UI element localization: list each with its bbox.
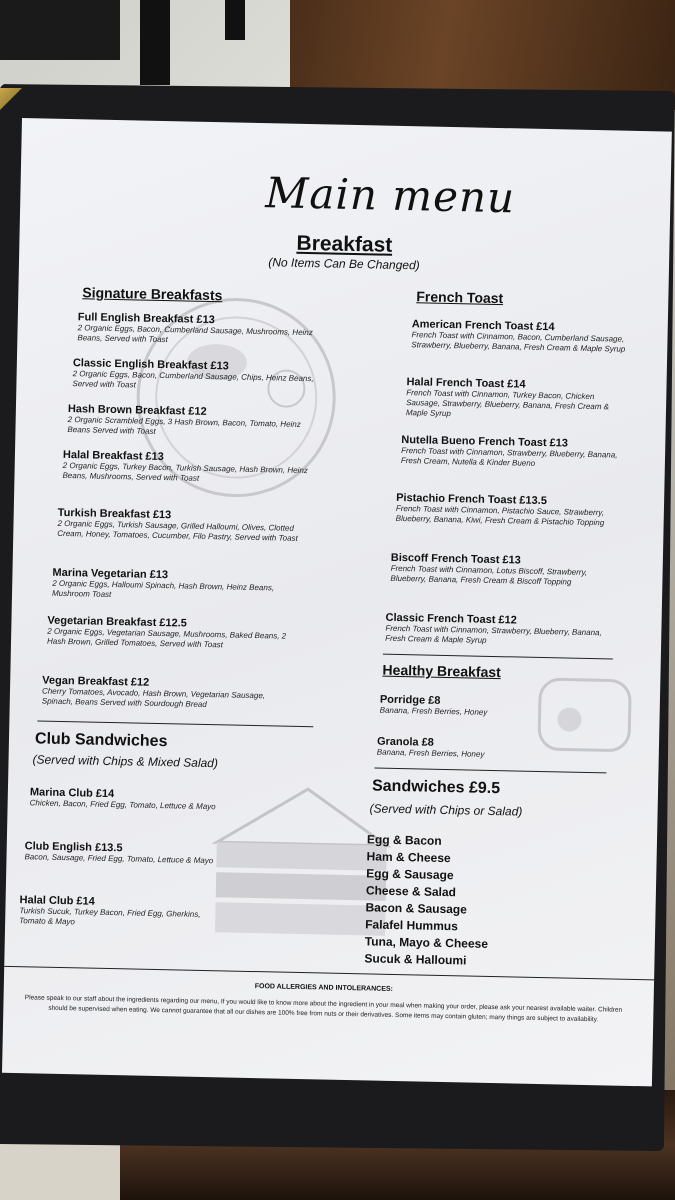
item-name: Full English Breakfast £13 [77,311,215,327]
menu-item [42,675,293,712]
item-name: Club English £13.5 [24,840,123,855]
item-desc: French Toast with Cinnamon, Bacon, Cumberland Sausage, Strawberry, Blueberry, Banana, Fresh Cream & Maple Syrup [411,330,626,354]
no-changes-note: (No Items Can Be Changed) [268,255,420,273]
item-name: Biscoff French Toast £13 [390,551,521,567]
club-sandwiches-sub: (Served with Chips & Mixed Salad) [32,752,219,771]
allergy-notice [23,978,624,1026]
item-desc: 2 Organic Eggs, Turkish Sausage, Grilled Halloumi, Olives, Clotted Cream, Honey, Tomatoes, Cucumber, Filo Pastry, Served with Toast [57,518,298,543]
item-desc: Banana, Fresh Berries, Honey [376,747,485,759]
item-desc: French Toast with Cinnamon, Strawberry, Blueberry, Banana, Fresh Cream & Maple Syrup [385,623,602,645]
menu-item [406,376,627,423]
item-name: Classic French Toast £12 [385,611,517,627]
item-desc: Bacon, Sausage, Fried Egg, Tomato, Lettuce & Mayo [24,852,214,866]
french-toast-heading: French Toast [416,288,504,307]
sandwich-item: Falafel Hummus [365,917,459,934]
toast-sketch [528,669,640,771]
item-name: Marina Club £14 [29,786,115,801]
sandwich-item: Ham & Cheese [366,849,451,866]
sandwiches-heading: Sandwiches £9.5 [371,777,501,798]
chair-silhouette [0,0,270,90]
menu-item [385,612,606,649]
item-desc: French Toast with Cinnamon, Strawberry, Blueberry, Banana, Fresh Cream, Nutella & Kinder Bueno [400,446,618,468]
sandwiches-sub: (Served with Chips or Salad) [369,801,523,819]
item-desc: 2 Organic Eggs, Bacon, Cumberland Sausage, Chips, Heinz Beans, Served with Toast [72,369,314,390]
item-desc: 2 Organic Eggs, Turkey Bacon, Turkish Sausage, Hash Brown, Heinz Beans, Mushrooms, Served with Toast [62,460,308,483]
menu-title: Main menu [264,168,516,223]
item-name: Halal French Toast £14 [406,376,526,391]
item-desc: Chicken, Bacon, Fried Egg, Tomato, Lettuce & Mayo [29,798,216,812]
item-desc: Turkish Sucuk, Turkey Bacon, Fried Egg, Gherkins, Tomato & Mayo [19,906,201,927]
item-name: Nutella Bueno French Toast £13 [401,434,569,450]
menu-item [390,552,611,589]
item-desc: 2 Organic Eggs, Vegetarian Sausage, Mushrooms, Baked Beans, 2 Hash Brown, Grilled Tomatoes, Served with Toast [46,626,287,650]
sandwich-item: Bacon & Sausage [365,900,468,917]
item-desc: 2 Organic Eggs, Bacon, Cumberland Sausage, Mushrooms, Heinz Beans, Served with Toast [77,323,313,345]
item-name: Classic English Breakfast £13 [72,357,229,373]
divider [37,720,313,727]
sandwich-item: Tuna, Mayo & Cheese [364,934,489,951]
allergy-text: Please speak to our staff about the ingredients regarding our menu, If you would like to know more about the ingredient in your meal when making your order, please ask your nearest available waiter. Children should be supervised when eating. We cannot guarantee that all our dishes are 100% free from nuts or their derivatives. Some items may contain gluten; many things are subject to availability. [24,994,623,1024]
menu-item [19,894,220,930]
breakfast-heading: Breakfast [296,231,393,257]
menu-item [77,311,328,348]
menu-item [401,434,622,471]
menu-item [396,492,617,529]
menu-item [67,403,318,440]
signature-breakfasts-heading: Signature Breakfasts [82,284,223,304]
item-name: Granola £8 [376,735,434,749]
menu-item [30,786,220,812]
item-name: American French Toast £14 [411,318,555,334]
item-name: Halal Club £14 [19,894,95,908]
sandwich-item: Cheese & Salad [365,883,457,900]
item-desc: French Toast with Cinnamon, Turkey Bacon, Chicken Sausage, Strawberry, Blueberry, Banana, Fresh Cream & Maple Syrup [405,388,610,419]
item-name: Halal Breakfast £13 [62,448,164,464]
healthy-breakfast-heading: Healthy Breakfast [382,661,501,681]
item-desc: French Toast with Cinnamon, Lotus Biscoff, Strawberry, Blueberry, Banana, Fresh Cream & Biscoff Topping [390,563,588,587]
item-desc: Banana, Fresh Berries, Honey [379,705,488,717]
menu-item [377,736,527,761]
sandwich-list [364,831,490,970]
club-sandwiches-heading: Club Sandwiches [34,730,168,751]
item-desc: 2 Organic Eggs, Halloumi Spinach, Hash Brown, Heinz Beans, Mushroom Toast [51,578,275,599]
menu-sheet [2,118,672,1086]
item-desc: Cherry Tomatoes, Avocado, Hash Brown, Vegetarian Sausage, Spinach, Beans Served with Sourdough Bread [41,686,266,709]
sandwich-item: Sucuk & Halloumi [364,951,467,968]
menu-item [57,507,308,544]
item-name: Hash Brown Breakfast £12 [67,403,207,418]
menu-item [47,615,298,652]
menu-item [52,567,303,604]
item-name: Marina Vegetarian £13 [52,566,169,582]
sandwich-item: Egg & Bacon [366,832,442,848]
menu-item [380,694,530,719]
menu-item [62,449,313,486]
item-name: Vegan Breakfast £12 [42,674,150,689]
menu-item [72,357,323,394]
menu-item [411,318,632,355]
footer-divider [4,966,654,981]
divider [383,654,613,660]
sandwich-item: Egg & Sausage [366,866,454,883]
allergy-heading: FOOD ALLERGIES AND INTOLERANCES: [254,983,393,993]
item-name: Turkish Breakfast £13 [57,506,172,522]
item-desc: French Toast with Cinnamon, Pistachio Sauce, Strawberry, Blueberry, Banana, Kiwi, Fresh Cream & Pistachio Topping [395,503,605,528]
item-name: Porridge £8 [379,693,441,707]
item-name: Pistachio French Toast £13.5 [396,491,548,508]
item-name: Vegetarian Breakfast £12.5 [47,614,187,630]
menu-item [24,840,214,866]
item-desc: 2 Organic Scrambled Eggs, 3 Hash Brown, Bacon, Tomato, Heinz Beans Served with Toast [67,415,301,436]
